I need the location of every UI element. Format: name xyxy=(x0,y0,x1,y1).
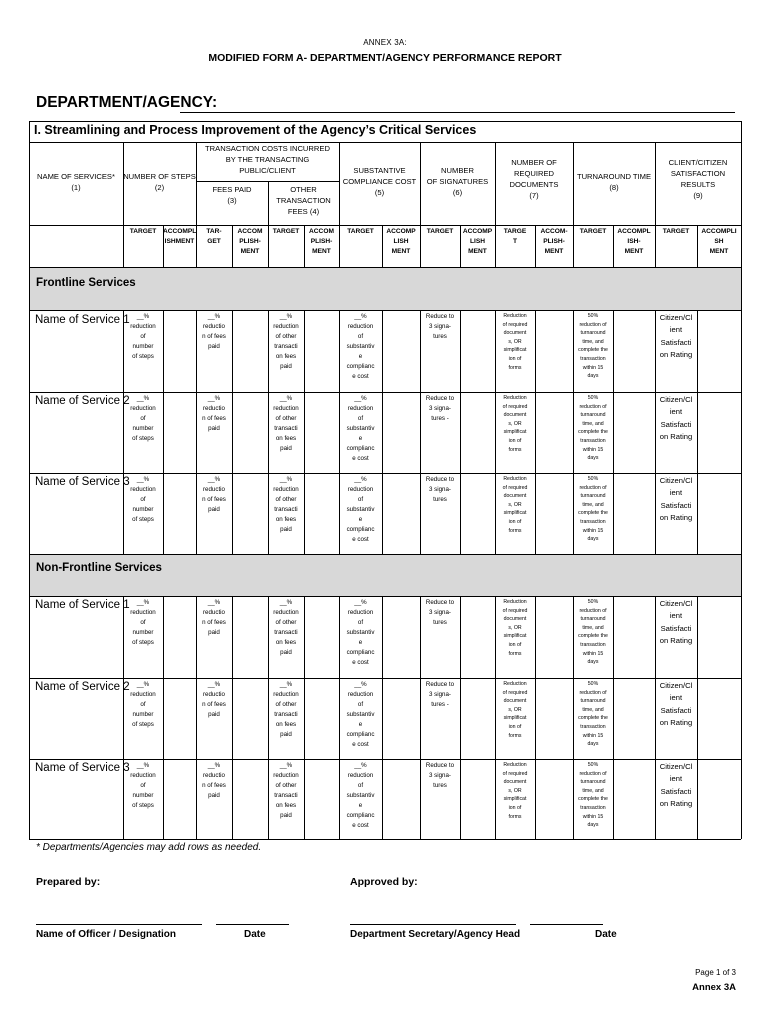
table-rule xyxy=(420,142,421,267)
table-rule xyxy=(655,142,656,267)
report-title: MODIFIED FORM A- DEPARTMENT/AGENCY PERFORMANCE REPORT xyxy=(208,52,562,64)
table-rule xyxy=(29,392,741,393)
subheader-target: TARGET xyxy=(272,228,300,235)
satisfaction-target-cell[interactable]: Citizen/Cl ient Satisfacti on Rating xyxy=(659,681,693,728)
service-name: Name of Service 3 xyxy=(35,762,130,774)
fees-target-cell[interactable]: __% reductio n of fees paid xyxy=(202,681,226,718)
header-name-of-services: NAME OF SERVICES* (1) xyxy=(37,172,115,192)
steps-target-cell[interactable]: __% reduction of number of steps xyxy=(130,476,156,523)
table-rule xyxy=(29,267,741,268)
table-border xyxy=(29,839,741,840)
table-rule xyxy=(573,596,574,839)
service-name: Name of Service 1 xyxy=(35,314,130,326)
other-fees-target-cell[interactable]: __% reduction of other transacti on fees paid xyxy=(273,681,299,738)
compliance-target-cell[interactable]: __% reduction of substantiv e complianc e cost xyxy=(346,762,375,829)
turnaround-target-cell[interactable]: 50% reduction of turnaround time, and complete the transaction within 15 days xyxy=(578,476,608,543)
compliance-target-cell[interactable]: __% reduction of substantiv e complianc e cost xyxy=(346,476,375,543)
documents-target-cell[interactable]: Reduction of required document s, OR simplificat ion of forms xyxy=(502,313,528,371)
table-rule xyxy=(339,596,340,839)
table-border xyxy=(29,121,741,122)
table-rule xyxy=(697,596,698,839)
table-rule xyxy=(535,225,536,267)
subheader-target: TARGET xyxy=(129,228,157,235)
table-rule xyxy=(232,310,233,554)
service-name: Name of Service 3 xyxy=(35,476,130,488)
table-rule xyxy=(460,310,461,554)
table-rule xyxy=(382,225,383,267)
subheader-target: TARGET xyxy=(347,228,374,235)
table-rule xyxy=(196,310,197,554)
subheader-target: TARGET xyxy=(426,228,454,235)
table-rule xyxy=(535,310,536,554)
service-name: Name of Service 2 xyxy=(35,681,130,693)
subheader-accomplishment: ACCOMPLI SH MENT xyxy=(701,228,737,255)
table-rule xyxy=(382,310,383,554)
subheader-target: TARGE T xyxy=(503,228,527,245)
table-rule xyxy=(535,596,536,839)
subheader-accomplishment: ACCOM PLISH- MENT xyxy=(237,228,263,255)
section-title: I. Streamlining and Process Improvement of the Agency’s Critical Services xyxy=(34,123,477,137)
turnaround-target-cell[interactable]: 50% reduction of turnaround time, and complete the transaction within 15 days xyxy=(578,395,608,462)
table-rule xyxy=(29,554,741,555)
header-compliance-cost: SUBSTANTIVE COMPLIANCE COST (5) xyxy=(342,166,417,197)
table-rule xyxy=(697,310,698,554)
header-client-satisfaction: CLIENT/CITIZEN SATISFACTION RESULTS (9) xyxy=(668,158,728,200)
signatures-target-cell[interactable]: Reduce to 3 signa- tures - xyxy=(425,395,455,422)
footnote: * Departments/Agencies may add rows as needed. xyxy=(36,842,262,853)
table-rule xyxy=(29,596,741,597)
turnaround-target-cell[interactable]: 50% reduction of turnaround time, and complete the transaction within 15 days xyxy=(578,681,608,748)
header-turnaround-time: TURNAROUND TIME (8) xyxy=(576,172,652,192)
table-rule xyxy=(29,310,741,311)
frontline-services-label: Frontline Services xyxy=(36,277,136,289)
officer-signature-line[interactable] xyxy=(36,924,202,925)
table-rule xyxy=(163,225,164,267)
turnaround-target-cell[interactable]: 50% reduction of turnaround time, and complete the transaction within 15 days xyxy=(578,762,608,829)
header-transaction-costs: TRANSACTION COSTS INCURRED BY THE TRANSACTING PUBLIC/CLIENT xyxy=(205,144,330,175)
documents-target-cell[interactable]: Reduction of required document s, OR simplificat ion of forms xyxy=(502,762,528,820)
subheader-accomplishment: ACCOM PLISH- MENT xyxy=(309,228,334,255)
nonfrontline-band xyxy=(29,554,741,596)
table-rule xyxy=(232,596,233,839)
documents-target-cell[interactable]: Reduction of required document s, OR simplificat ion of forms xyxy=(502,395,528,453)
date-caption: Date xyxy=(244,929,266,940)
fees-target-cell[interactable]: __% reductio n of fees paid xyxy=(202,395,226,432)
table-rule xyxy=(460,596,461,839)
table-rule xyxy=(339,310,340,554)
table-rule xyxy=(29,225,741,226)
signatures-target-cell[interactable]: Reduce to 3 signa- tures xyxy=(425,313,455,340)
steps-target-cell[interactable]: __% reduction of number of steps xyxy=(130,599,156,646)
satisfaction-target-cell[interactable]: Citizen/Cl ient Satisfacti on Rating xyxy=(659,476,693,523)
table-rule xyxy=(123,310,124,554)
table-rule xyxy=(123,596,124,839)
table-border xyxy=(29,121,30,839)
subheader-target: TAR- GET xyxy=(206,228,222,245)
table-rule xyxy=(655,310,656,554)
service-name: Name of Service 2 xyxy=(35,395,130,407)
secretary-signature-line[interactable] xyxy=(350,924,516,925)
subheader-accomplishment: ACCOMPL ISH- MENT xyxy=(617,228,651,255)
header-fees-paid: FEES PAID (3) xyxy=(212,185,252,205)
subheader-target: TARGET xyxy=(579,228,607,235)
annex-footer-label: Annex 3A xyxy=(692,982,736,993)
compliance-target-cell[interactable]: __% reduction of substantiv e complianc e cost xyxy=(346,681,375,748)
table-rule xyxy=(613,225,614,267)
signatures-target-cell[interactable]: Reduce to 3 signa- tures xyxy=(425,476,455,503)
satisfaction-target-cell[interactable]: Citizen/Cl ient Satisfacti on Rating xyxy=(659,395,693,442)
table-rule xyxy=(573,310,574,554)
satisfaction-target-cell[interactable]: Citizen/Cl ient Satisfacti on Rating xyxy=(659,599,693,646)
page-number: Page 1 of 3 xyxy=(695,968,736,977)
subheader-accomplishment: ACCOMP LISH MENT xyxy=(462,228,493,255)
department-agency-field[interactable] xyxy=(180,112,735,113)
subheader-accomplishment: ACCOMPL ISHMENT xyxy=(163,228,197,245)
performance-table xyxy=(29,121,741,839)
header-required-documents: NUMBER OF REQUIRED DOCUMENTS (7) xyxy=(509,158,559,200)
turnaround-target-cell[interactable]: 50% reduction of turnaround time, and complete the transaction within 15 days xyxy=(578,313,608,380)
turnaround-target-cell[interactable]: 50% reduction of turnaround time, and complete the transaction within 15 days xyxy=(578,599,608,666)
table-rule xyxy=(495,310,496,554)
table-rule xyxy=(196,142,197,267)
table-rule xyxy=(304,310,305,554)
table-rule xyxy=(460,225,461,267)
table-rule xyxy=(29,678,741,679)
other-fees-target-cell[interactable]: __% reduction of other transacti on fees paid xyxy=(273,476,299,533)
steps-target-cell[interactable]: __% reduction of number of steps xyxy=(130,313,156,360)
table-rule xyxy=(304,596,305,839)
date-caption: Date xyxy=(595,929,617,940)
table-rule xyxy=(232,225,233,267)
table-rule xyxy=(495,142,496,267)
fees-target-cell[interactable]: __% reductio n of fees paid xyxy=(202,476,226,513)
documents-target-cell[interactable]: Reduction of required document s, OR simplificat ion of forms xyxy=(502,476,528,534)
prepared-by-label: Prepared by: xyxy=(36,876,101,888)
other-fees-target-cell[interactable]: __% reduction of other transacti on fees paid xyxy=(273,313,299,370)
approved-date-line[interactable] xyxy=(530,924,603,925)
table-rule xyxy=(29,473,741,474)
table-rule xyxy=(339,142,340,267)
compliance-target-cell[interactable]: __% reduction of substantiv e complianc e cost xyxy=(346,313,375,380)
table-rule xyxy=(573,142,574,267)
department-agency-label: DEPARTMENT/AGENCY: xyxy=(36,94,218,111)
other-fees-target-cell[interactable]: __% reduction of other transacti on fees paid xyxy=(273,395,299,452)
table-rule xyxy=(382,596,383,839)
fees-target-cell[interactable]: __% reductio n of fees paid xyxy=(202,762,226,799)
table-rule xyxy=(163,310,164,554)
nonfrontline-services-label: Non-Frontline Services xyxy=(36,562,162,574)
table-rule xyxy=(495,596,496,839)
steps-target-cell[interactable]: __% reduction of number of steps xyxy=(130,762,156,809)
table-rule xyxy=(29,142,741,143)
table-rule xyxy=(304,225,305,267)
officer-designation-caption: Name of Officer / Designation xyxy=(36,929,177,940)
annex-label: ANNEX 3A: xyxy=(363,38,407,47)
table-rule xyxy=(29,759,741,760)
table-rule xyxy=(420,596,421,839)
compliance-target-cell[interactable]: __% reduction of substantiv e complianc e cost xyxy=(346,395,375,462)
table-rule xyxy=(123,142,124,267)
table-rule xyxy=(613,310,614,554)
service-name: Name of Service 1 xyxy=(35,599,130,611)
header-other-transaction-fees: OTHER TRANSACTION FEES (4) xyxy=(276,185,331,216)
other-fees-target-cell[interactable]: __% reduction of other transacti on fees paid xyxy=(273,599,299,656)
satisfaction-target-cell[interactable]: Citizen/Cl ient Satisfacti on Rating xyxy=(659,762,693,809)
secretary-caption: Department Secretary/Agency Head xyxy=(350,929,521,940)
header-number-of-signatures: NUMBER OF SIGNATURES (6) xyxy=(426,166,489,197)
documents-target-cell[interactable]: Reduction of required document s, OR simplificat ion of forms xyxy=(502,681,528,739)
subheader-accomplishment: ACCOM- PLISH- MENT xyxy=(540,228,568,255)
table-rule xyxy=(268,310,269,554)
table-border xyxy=(741,121,742,839)
signatures-target-cell[interactable]: Reduce to 3 signa- tures xyxy=(425,762,455,789)
fees-target-cell[interactable]: __% reductio n of fees paid xyxy=(202,313,226,350)
approved-by-label: Approved by: xyxy=(350,876,418,888)
subheader-accomplishment: ACCOMP LISH MENT xyxy=(386,228,416,255)
steps-target-cell[interactable]: __% reduction of number of steps xyxy=(130,395,156,442)
table-rule xyxy=(196,596,197,839)
prepared-date-line[interactable] xyxy=(216,924,289,925)
header-number-of-steps: NUMBER OF STEPS (2) xyxy=(123,172,196,192)
compliance-target-cell[interactable]: __% reduction of substantiv e complianc e cost xyxy=(346,599,375,666)
documents-target-cell[interactable]: Reduction of required document s, OR simplificat ion of forms xyxy=(502,599,528,657)
table-rule xyxy=(613,596,614,839)
frontline-band xyxy=(29,267,741,310)
fees-target-cell[interactable]: __% reductio n of fees paid xyxy=(202,599,226,636)
steps-target-cell[interactable]: __% reduction of number of steps xyxy=(130,681,156,728)
table-rule xyxy=(655,596,656,839)
table-rule xyxy=(420,310,421,554)
other-fees-target-cell[interactable]: __% reduction of other transacti on fees paid xyxy=(273,762,299,819)
table-rule xyxy=(268,596,269,839)
satisfaction-target-cell[interactable]: Citizen/Cl ient Satisfacti on Rating xyxy=(659,313,693,360)
subheader-target: TARGET xyxy=(662,228,690,235)
signatures-target-cell[interactable]: Reduce to 3 signa- tures - xyxy=(425,681,455,708)
table-rule xyxy=(697,225,698,267)
signatures-target-cell[interactable]: Reduce to 3 signa- tures xyxy=(425,599,455,626)
table-rule xyxy=(163,596,164,839)
table-rule xyxy=(268,181,269,267)
